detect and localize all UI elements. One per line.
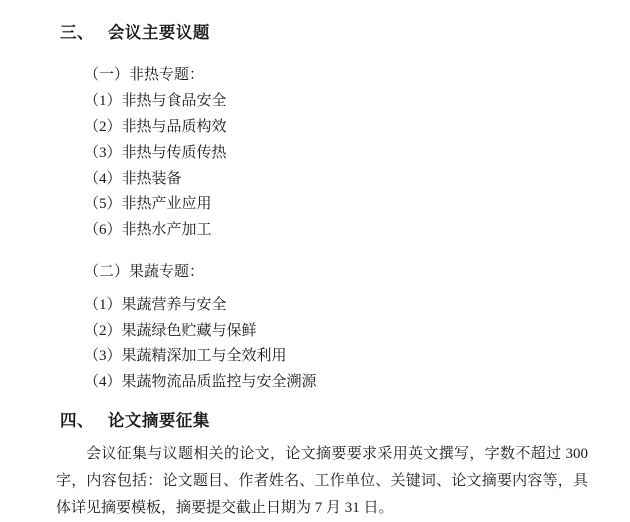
list-item: （3）非热与传质传热 <box>84 144 227 161</box>
section-heading-meeting-topics: 三、 会议主要议题 <box>60 23 210 42</box>
list-item: （4）果蔬物流品质监控与安全溯源 <box>84 374 317 391</box>
list-item: （5）非热产业应用 <box>84 196 212 213</box>
paragraph-container <box>56 441 588 521</box>
spacer <box>56 396 588 410</box>
list-item: （4）非热装备 <box>84 170 182 187</box>
list-item: （1）非热与食品安全 <box>84 93 227 110</box>
list-item: （1）果蔬营养与安全 <box>84 296 227 313</box>
section-meeting-topics <box>56 22 588 396</box>
section-abstract-call <box>56 410 588 522</box>
topic-group-subheading: （二）果蔬专题： <box>84 264 205 281</box>
list-item: （6）非热水产加工 <box>84 222 212 239</box>
topic-group-nonthermal <box>56 63 588 244</box>
list-item: （2）果蔬绿色贮藏与保鲜 <box>84 322 257 339</box>
spacer <box>56 43 588 61</box>
section-heading-abstract-call: 四、 论文摘要征集 <box>60 411 210 430</box>
spacer <box>56 286 588 293</box>
topic-group-fruit-vegetable <box>56 260 588 396</box>
abstract-call-paragraph: 会议征集与议题相关的论文，论文摘要要求采用英文撰写，字数不超过 300 字，内容包括：论文题目、作者姓名、工作单位、关键词、论文摘要内容等，具体详见摘要模板，摘要提交截止日期为 7 月 31 日。 <box>56 446 588 516</box>
topic-group-subheading: （一）非热专题： <box>84 67 205 84</box>
list-item: （3）果蔬精深加工与全效利用 <box>84 348 287 365</box>
spacer <box>56 244 588 258</box>
list-item: （2）非热与品质构效 <box>84 119 227 136</box>
